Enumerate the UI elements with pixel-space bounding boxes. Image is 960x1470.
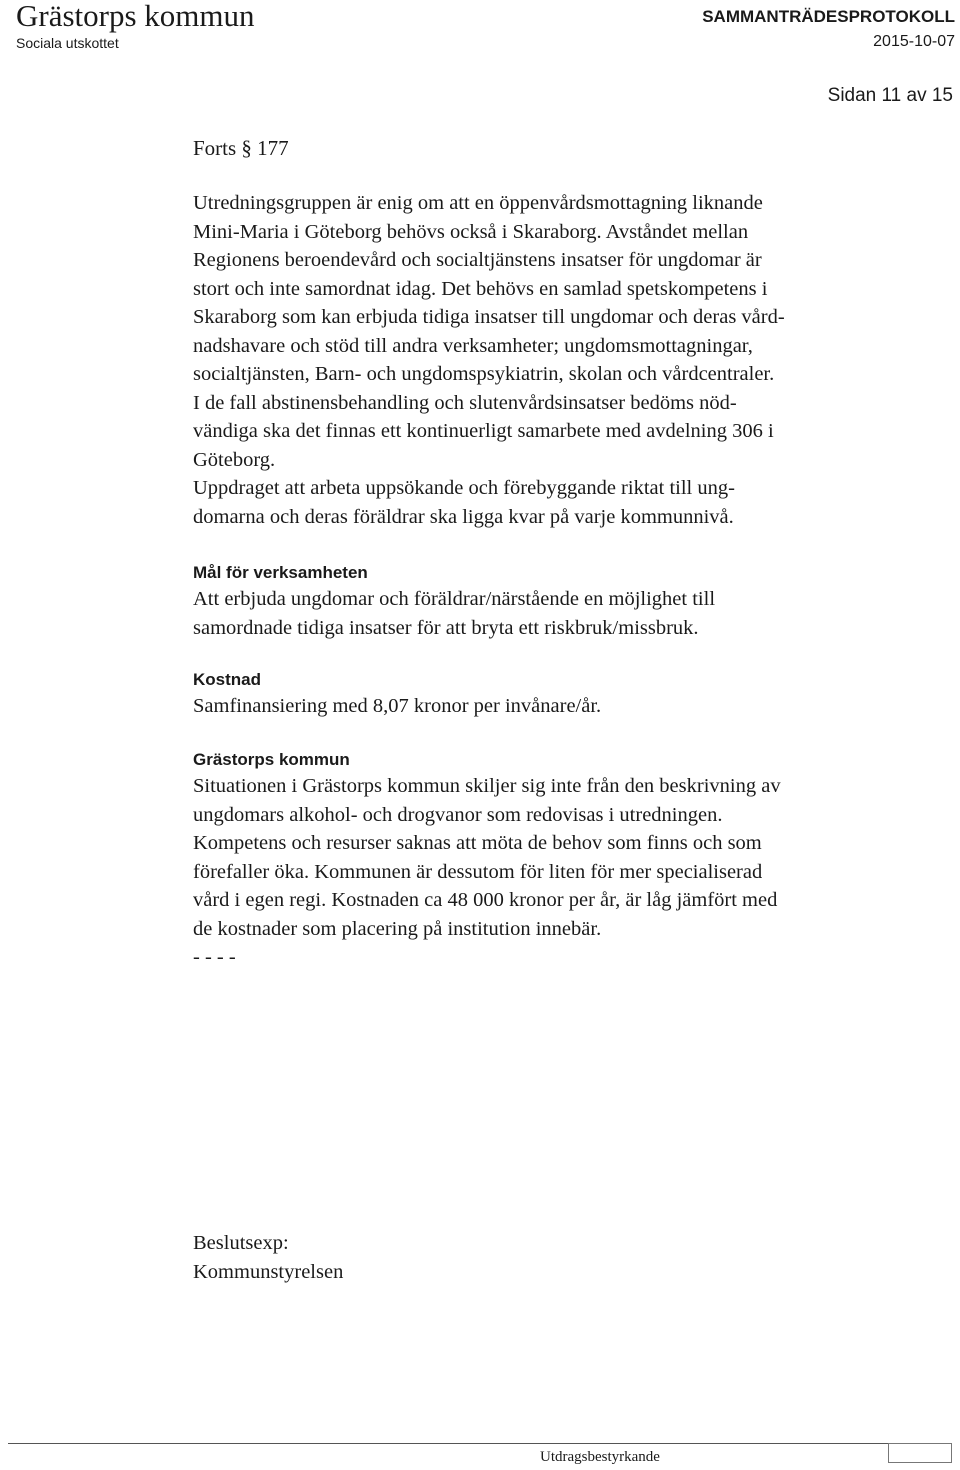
text-line: Kompetens och resurser saknas att möta de behov som finns och som <box>193 832 762 854</box>
text-line: Skaraborg som kan erbjuda tidiga insatser till ungdomar och deras vård- <box>193 306 785 328</box>
text-line: socialtjänsten, Barn- och ungdomspsykiatrin, skolan och vårdcentraler. <box>193 363 775 385</box>
text-line: Regionens beroendevård och socialtjänstens insatser för ungdomar är <box>193 249 762 271</box>
paragraph-goal <box>193 585 913 642</box>
text-line: Kommunstyrelsen <box>193 1260 344 1283</box>
text-line: samordnade tidiga insatser för att bryta ett riskbruk/missbruk. <box>193 616 699 639</box>
footer-divider <box>8 1443 912 1444</box>
paragraph-cost <box>193 692 913 721</box>
paragraph-municipality <box>193 772 913 972</box>
text-line: domarna och deras föräldrar ska ligga kvar på varje kommunnivå. <box>193 505 734 528</box>
text-line: stort och inte samordnat idag. Det behövs en samlad spetskompetens i <box>193 277 768 300</box>
text-line: nadshavare och stöd till andra verksamheter; ungdomsmottagningar, <box>193 334 753 357</box>
page-number: Sidan 11 av 15 <box>827 85 953 106</box>
paragraph-intro <box>193 189 913 531</box>
text-line: ungdomars alkohol- och drogvanor som redovisas i utredningen. <box>193 803 723 826</box>
text-separator: - - - - <box>193 946 236 968</box>
heading-cost: Kostnad <box>193 670 261 689</box>
meeting-date: 2015-10-07 <box>873 33 955 50</box>
text-line: vändiga ska det finnas ett kontinuerligt samarbete med avdelning 306 i <box>193 420 774 442</box>
text-line: I de fall abstinensbehandling och slutenvårdsinsatser bedöms nöd- <box>193 391 737 414</box>
text-line: Göteborg. <box>193 448 276 471</box>
text-line: Mini-Maria i Göteborg behövs också i Skaraborg. Avståndet mellan <box>193 220 749 243</box>
text-line: Att erbjuda ungdomar och föräldrar/närstående en möjlighet till <box>193 588 716 610</box>
signature-box <box>888 1443 952 1463</box>
text-line: förefaller öka. Kommunen är dessutom för liten för mer specialiserad <box>193 860 763 883</box>
text-line: Samfinansiering med 8,07 kronor per invånare/år. <box>193 695 602 717</box>
paragraph-decision-dispatch <box>193 1229 913 1286</box>
heading-goal: Mål för verksamheten <box>193 563 368 582</box>
organization-name: Grästorps kommun <box>16 0 255 33</box>
text-line: de kostnader som placering på institution innebär. <box>193 917 602 940</box>
footer-label: Utdragsbestyrkande <box>540 1449 660 1465</box>
heading-municipality: Grästorps kommun <box>193 750 350 769</box>
committee-name: Sociala utskottet <box>16 35 119 51</box>
section-continuation: Forts § 177 <box>193 136 289 160</box>
text-line: Beslutsexp: <box>193 1232 289 1254</box>
document-type: SAMMANTRÄDESPROTOKOLL <box>702 7 955 26</box>
text-line: Situationen i Grästorps kommun skiljer sig inte från den beskrivning av <box>193 775 781 797</box>
text-line: Uppdraget att arbeta uppsökande och förebyggande riktat till ung- <box>193 477 735 499</box>
text-line: Utredningsgruppen är enig om att en öppenvårdsmottagning liknande <box>193 192 763 214</box>
text-line: vård i egen regi. Kostnaden ca 48 000 kronor per år, är låg jämfört med <box>193 889 778 911</box>
